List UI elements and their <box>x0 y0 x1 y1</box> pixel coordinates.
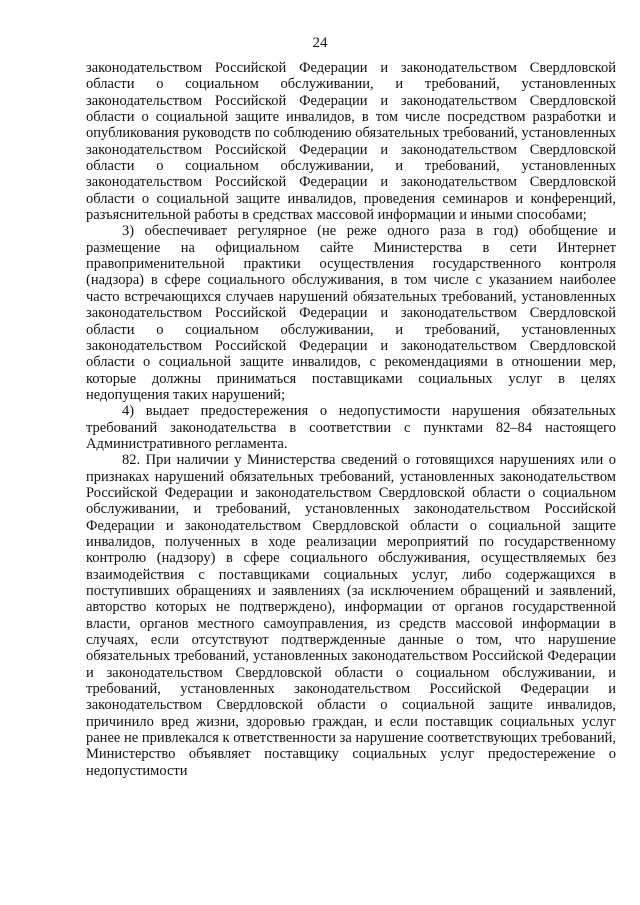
paragraph-82: 82. При наличии у Министерства сведений о готовящихся нарушениях или о признаках нарушений обязательных требований, установленных законодательством Российской Федерации и законодательством Свердловской области о социальном обслуживании, и требований, установленных законодательством Российской Федерации и законодательством Свердловской области о социальной защите инвалидов, полученных в ходе реализации мероприятий по государственному контролю (надзору) в сфере социального обслуживания, осуществляемых без взаимодействия с поставщиками социальных услуг, либо содержащихся в поступивших обращениях и заявлениях (за исключением обращений и заявлений, авторство которых не подтверждено), информации от органов государственной власти, органов местного самоуправления, из средств массовой информации в случаях, если отсутствуют подтвержденные данные о том, что нарушение обязательных требований, установленных законодательством Российской Федерации и законодательством Свердловской области о социальном обслуживании, и требований, установленных законодательством Российской Федерации и законодательством Свердловской области о социальной защите инвалидов, причинило вред жизни, здоровью граждан, и если поставщик социальных услуг ранее не привлекался к ответственности за нарушение соответствующих требований, Министерство объявляет поставщику социальных услуг предостережение о недопустимости <box>86 452 616 779</box>
paragraph-item-3: 3) обеспечивает регулярное (не реже одного раза в год) обобщение и размещение на официальном сайте Министерства в сети Интернет правоприменительной практики осуществления государственного контроля (надзора) в сфере социального обслуживания, в том числе с указанием наиболее часто встречающихся случаев нарушений обязательных требований, установленных законодательством Российской Федерации и законодательством Свердловской области о социальном обслуживании, и требований, установленных законодательством Российской Федерации и законодательством Свердловской области о социальной защите инвалидов, с рекомендациями в отношении мер, которые должны приниматься поставщиками социальных услуг в целях недопущения таких нарушений; <box>86 223 616 403</box>
document-body <box>86 60 616 779</box>
paragraph-continuation: законодательством Российской Федерации и законодательством Свердловской области о социальном обслуживании, и требований, установленных законодательством Российской Федерации и законодательством Свердловской области о социальной защите инвалидов, в том числе посредством разработки и опубликования руководств по соблюдению обязательных требований, установленных законодательством Российской Федерации и законодательством Свердловской области о социальном обслуживании, и требований, установленных законодательством Российской Федерации и законодательством Свердловской области о социальной защите инвалидов, проведения семинаров и конференций, разъяснительной работы в средствах массовой информации и иными способами; <box>86 60 616 224</box>
paragraph-item-4: 4) выдает предостережения о недопустимости нарушения обязательных требований законодательства в соответствии с пунктами 82–84 настоящего Административного регламента. <box>86 403 616 452</box>
page-number: 24 <box>312 35 328 51</box>
